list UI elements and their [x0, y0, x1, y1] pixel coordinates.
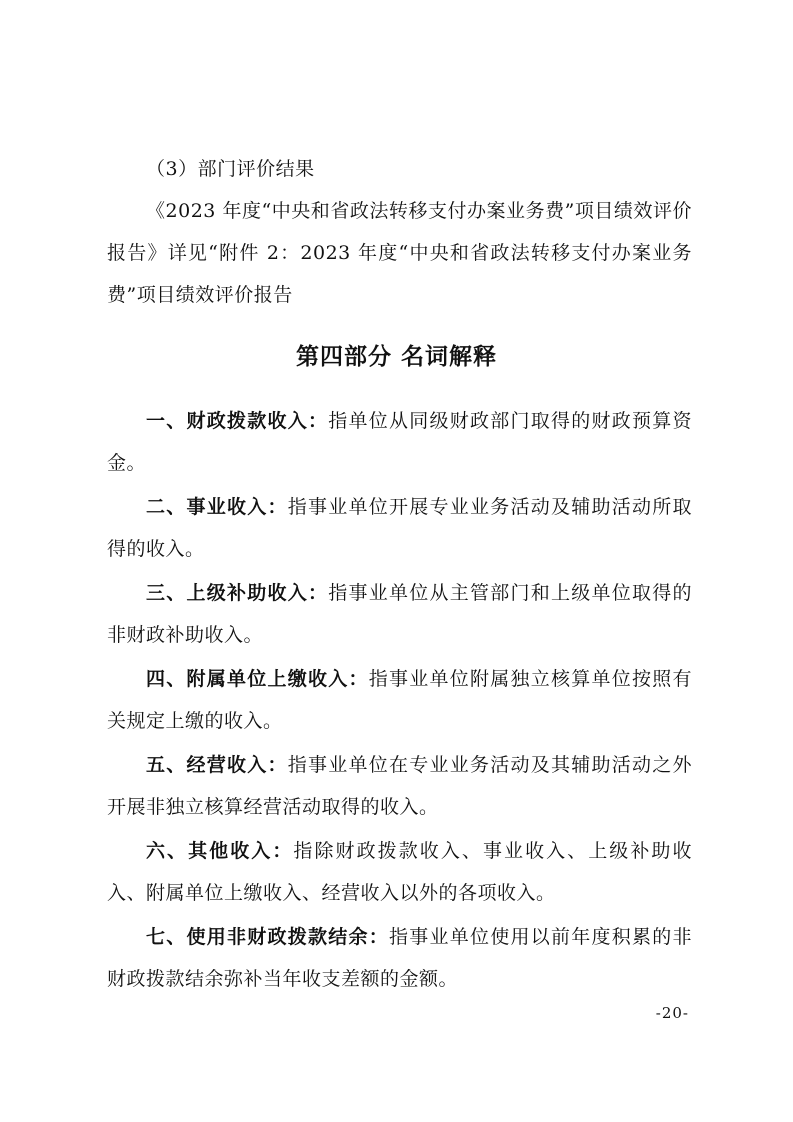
definition-text: 指事业单位在专业业务活动及其辅助活动之外开展非独立核算经营活动取得的收入。: [107, 754, 692, 818]
definition-term: 三、上级补助收入：: [146, 582, 329, 604]
definition-item: [107, 830, 692, 914]
definition-item: [107, 658, 692, 742]
evaluation-report-paragraph: 《2023 年度“中央和省政法转移支付办案业务费”项目绩效评价报告》详见“附件 2：2023 年度“中央和省政法转移支付办案业务费”项目绩效评价报告: [107, 200, 692, 306]
definition-term: 四、附属单位上缴收入：: [146, 668, 369, 690]
definition-term: 一、财政拨款收入：: [146, 410, 329, 432]
definition-item: [107, 572, 692, 656]
definition-text: 指事业单位附属独立核算单位按照有关规定上缴的收入。: [107, 668, 692, 732]
definition-item: [107, 744, 692, 828]
definition-item: [107, 400, 692, 484]
evaluation-result-heading: （3）部门评价结果: [146, 158, 315, 180]
definition-term: 五、经营收入：: [146, 754, 288, 776]
definition-item: [107, 916, 692, 1000]
definition-item: [107, 486, 692, 570]
definition-text: 指事业单位使用以前年度积累的非财政拨款结余弥补当年收支差额的金额。: [107, 926, 692, 990]
definition-term: 二、事业收入：: [146, 496, 288, 518]
section-title: 第四部分 名词解释: [295, 343, 497, 370]
definition-text: 指事业单位开展专业业务活动及辅助活动所取得的收入。: [107, 496, 692, 560]
definition-text: 指除财政拨款收入、事业收入、上级补助收入、附属单位上缴收入、经营收入以外的各项收入。: [107, 840, 692, 904]
definition-text: 指事业单位从主管部门和上级单位取得的非财政补助收入。: [107, 582, 692, 646]
definition-term: 六、其他收入：: [146, 840, 294, 862]
page-number: -20-: [655, 1004, 689, 1022]
definition-term: 七、使用非财政拨款结余：: [146, 926, 389, 948]
definition-text: 指单位从同级财政部门取得的财政预算资金。: [107, 410, 692, 474]
